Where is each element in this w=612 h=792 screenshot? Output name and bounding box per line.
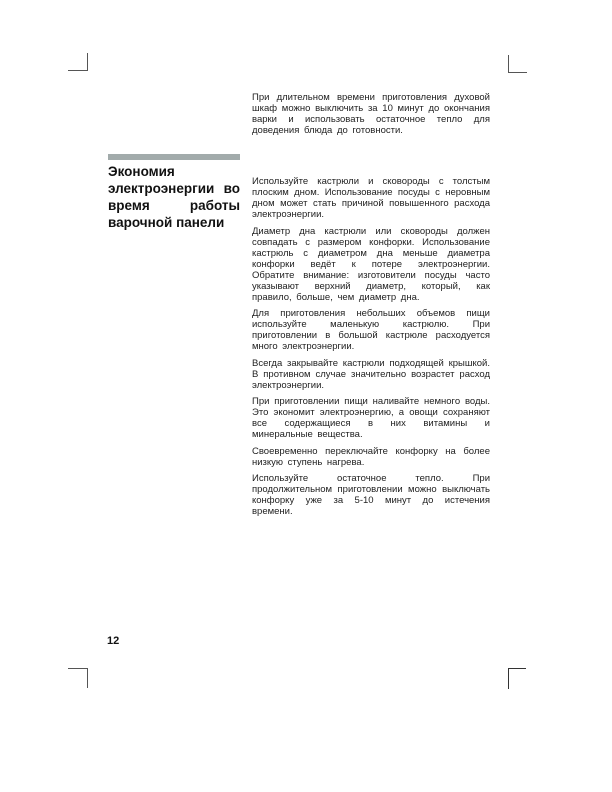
paragraph: Используйте кастрюли и сковороды с толстым плоским дном. Использование посуды с неровным дном может стать причиной повышенного расхода электроэнергии.: [252, 176, 490, 220]
section-accent-bar: [108, 154, 240, 160]
page-number: 12: [107, 635, 120, 647]
crop-mark-bottom-right-icon: [508, 668, 526, 689]
section-title: Экономия электроэнергии во время работы варочной панели: [108, 164, 240, 230]
paragraph: Для приготовления небольших объемов пищи используйте маленькую кастрюлю. При приготовлении в большой кастрюле расходуется много электроэнергии.: [252, 308, 490, 352]
body-paragraphs: [252, 176, 490, 523]
paragraph: При приготовлении пищи наливайте немного воды. Это экономит электроэнергию, а овощи сохраняют все содержащиеся в них витамины и минеральные вещества.: [252, 396, 490, 440]
crop-mark-bottom-left-icon: [68, 668, 88, 688]
paragraph: Используйте остаточное тепло. При продолжительном приготовлении можно выключать конфорку уже за 5-10 минут до истечения времени.: [252, 473, 490, 517]
paragraph: Всегда закрывайте кастрюли подходящей крышкой. В противном случае значительно возрастет расход электроэнергии.: [252, 357, 490, 391]
section-heading-block: [108, 154, 240, 231]
crop-mark-top-right-icon: [508, 55, 527, 73]
paragraph: Диаметр дна кастрюли или сковороды должен совпадать с размером конфорки. Использование кастрюль с диаметром дна меньше диаметра конфорки ведёт к потере электроэнергии. Обратите внимание: изготовители посуды часто указывают верхний диаметр, который, как правило, больше, чем диаметр дна.: [252, 225, 490, 303]
intro-paragraph: При длительном времени приготовления духовой шкаф можно выключить за 10 минут до окончания варки и использовать остаточное тепло для доведения блюда до готовности.: [252, 92, 490, 136]
crop-mark-top-left-icon: [68, 53, 88, 71]
paragraph: Своевременно переключайте конфорку на более низкую ступень нагрева.: [252, 445, 490, 468]
